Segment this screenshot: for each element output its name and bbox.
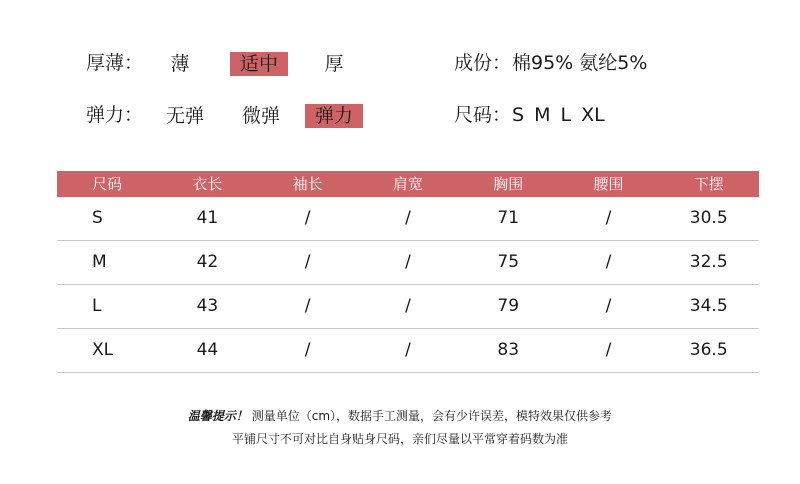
table-row [57, 285, 759, 329]
header-chest: 胸围 [493, 175, 524, 193]
table-cell: 43 [196, 296, 219, 316]
table-cell: / [605, 208, 612, 228]
table-cell: / [405, 340, 411, 360]
note-line-2 [0, 430, 800, 447]
thickness-option-medium: 适中 [230, 52, 288, 76]
table-cell: 44 [196, 340, 219, 360]
table-cell: 30.5 [689, 208, 728, 228]
table-cell: M [92, 252, 107, 272]
composition-label: 成份： [454, 52, 512, 74]
header-hem: 下摆 [693, 175, 724, 193]
sizes-value: S M L XL [512, 104, 605, 126]
header-shoulder: 肩宽 [392, 175, 423, 193]
table-cell: XL [92, 340, 114, 360]
thickness-option-thick: 厚 [324, 53, 344, 75]
table-cell: 79 [497, 296, 520, 316]
elasticity-label: 弹力： [86, 104, 144, 126]
table-cell: 75 [497, 252, 520, 272]
table-cell: 34.5 [689, 296, 728, 316]
table-row [57, 329, 759, 373]
note-label: 温馨提示！ [187, 409, 248, 423]
table-cell: / [304, 208, 311, 228]
thickness-row [0, 48, 800, 78]
table-cell: 36.5 [689, 340, 728, 360]
table-cell: S [92, 208, 103, 228]
elasticity-option-slight: 微弹 [241, 105, 280, 127]
table-cell: / [405, 296, 411, 316]
table-cell: / [304, 252, 311, 272]
thickness-option-thin: 薄 [170, 53, 190, 75]
table-cell: L [92, 296, 102, 316]
table-cell: / [405, 252, 411, 272]
elasticity-option-stretch: 弹力 [305, 104, 363, 128]
table-cell: 32.5 [689, 252, 728, 272]
elasticity-row [0, 100, 800, 130]
table-cell: 42 [196, 252, 219, 272]
elasticity-option-none: 无弹 [165, 105, 204, 127]
header-sleeve: 袖长 [292, 175, 323, 193]
table-cell: 71 [497, 208, 520, 228]
table-cell: / [605, 252, 612, 272]
note-text-1: 测量单位（cm），数据手工测量，会有少许误差，模特效果仅供参考 [251, 409, 613, 423]
size-table-header [57, 171, 759, 197]
table-row [57, 241, 759, 285]
table-cell: / [405, 208, 411, 228]
table-cell: 41 [196, 208, 219, 228]
table-cell: 83 [497, 340, 520, 360]
table-cell: / [605, 296, 612, 316]
table-row [57, 197, 759, 241]
size-table-body [57, 197, 759, 373]
header-length: 衣长 [192, 175, 223, 193]
header-size: 尺码 [92, 175, 123, 193]
table-cell: / [304, 296, 311, 316]
table-cell: / [605, 340, 612, 360]
sizes-label: 尺码： [454, 104, 512, 126]
table-cell: / [304, 340, 311, 360]
composition-value: 棉95% 氨纶5% [512, 52, 648, 74]
thickness-label: 厚薄： [86, 52, 144, 74]
note-line-1 [0, 407, 800, 424]
header-waist: 腰围 [593, 175, 624, 193]
note-text-2: 平铺尺寸不可对比自身贴身尺码，亲们尽量以平常穿着码数为准 [231, 432, 568, 446]
